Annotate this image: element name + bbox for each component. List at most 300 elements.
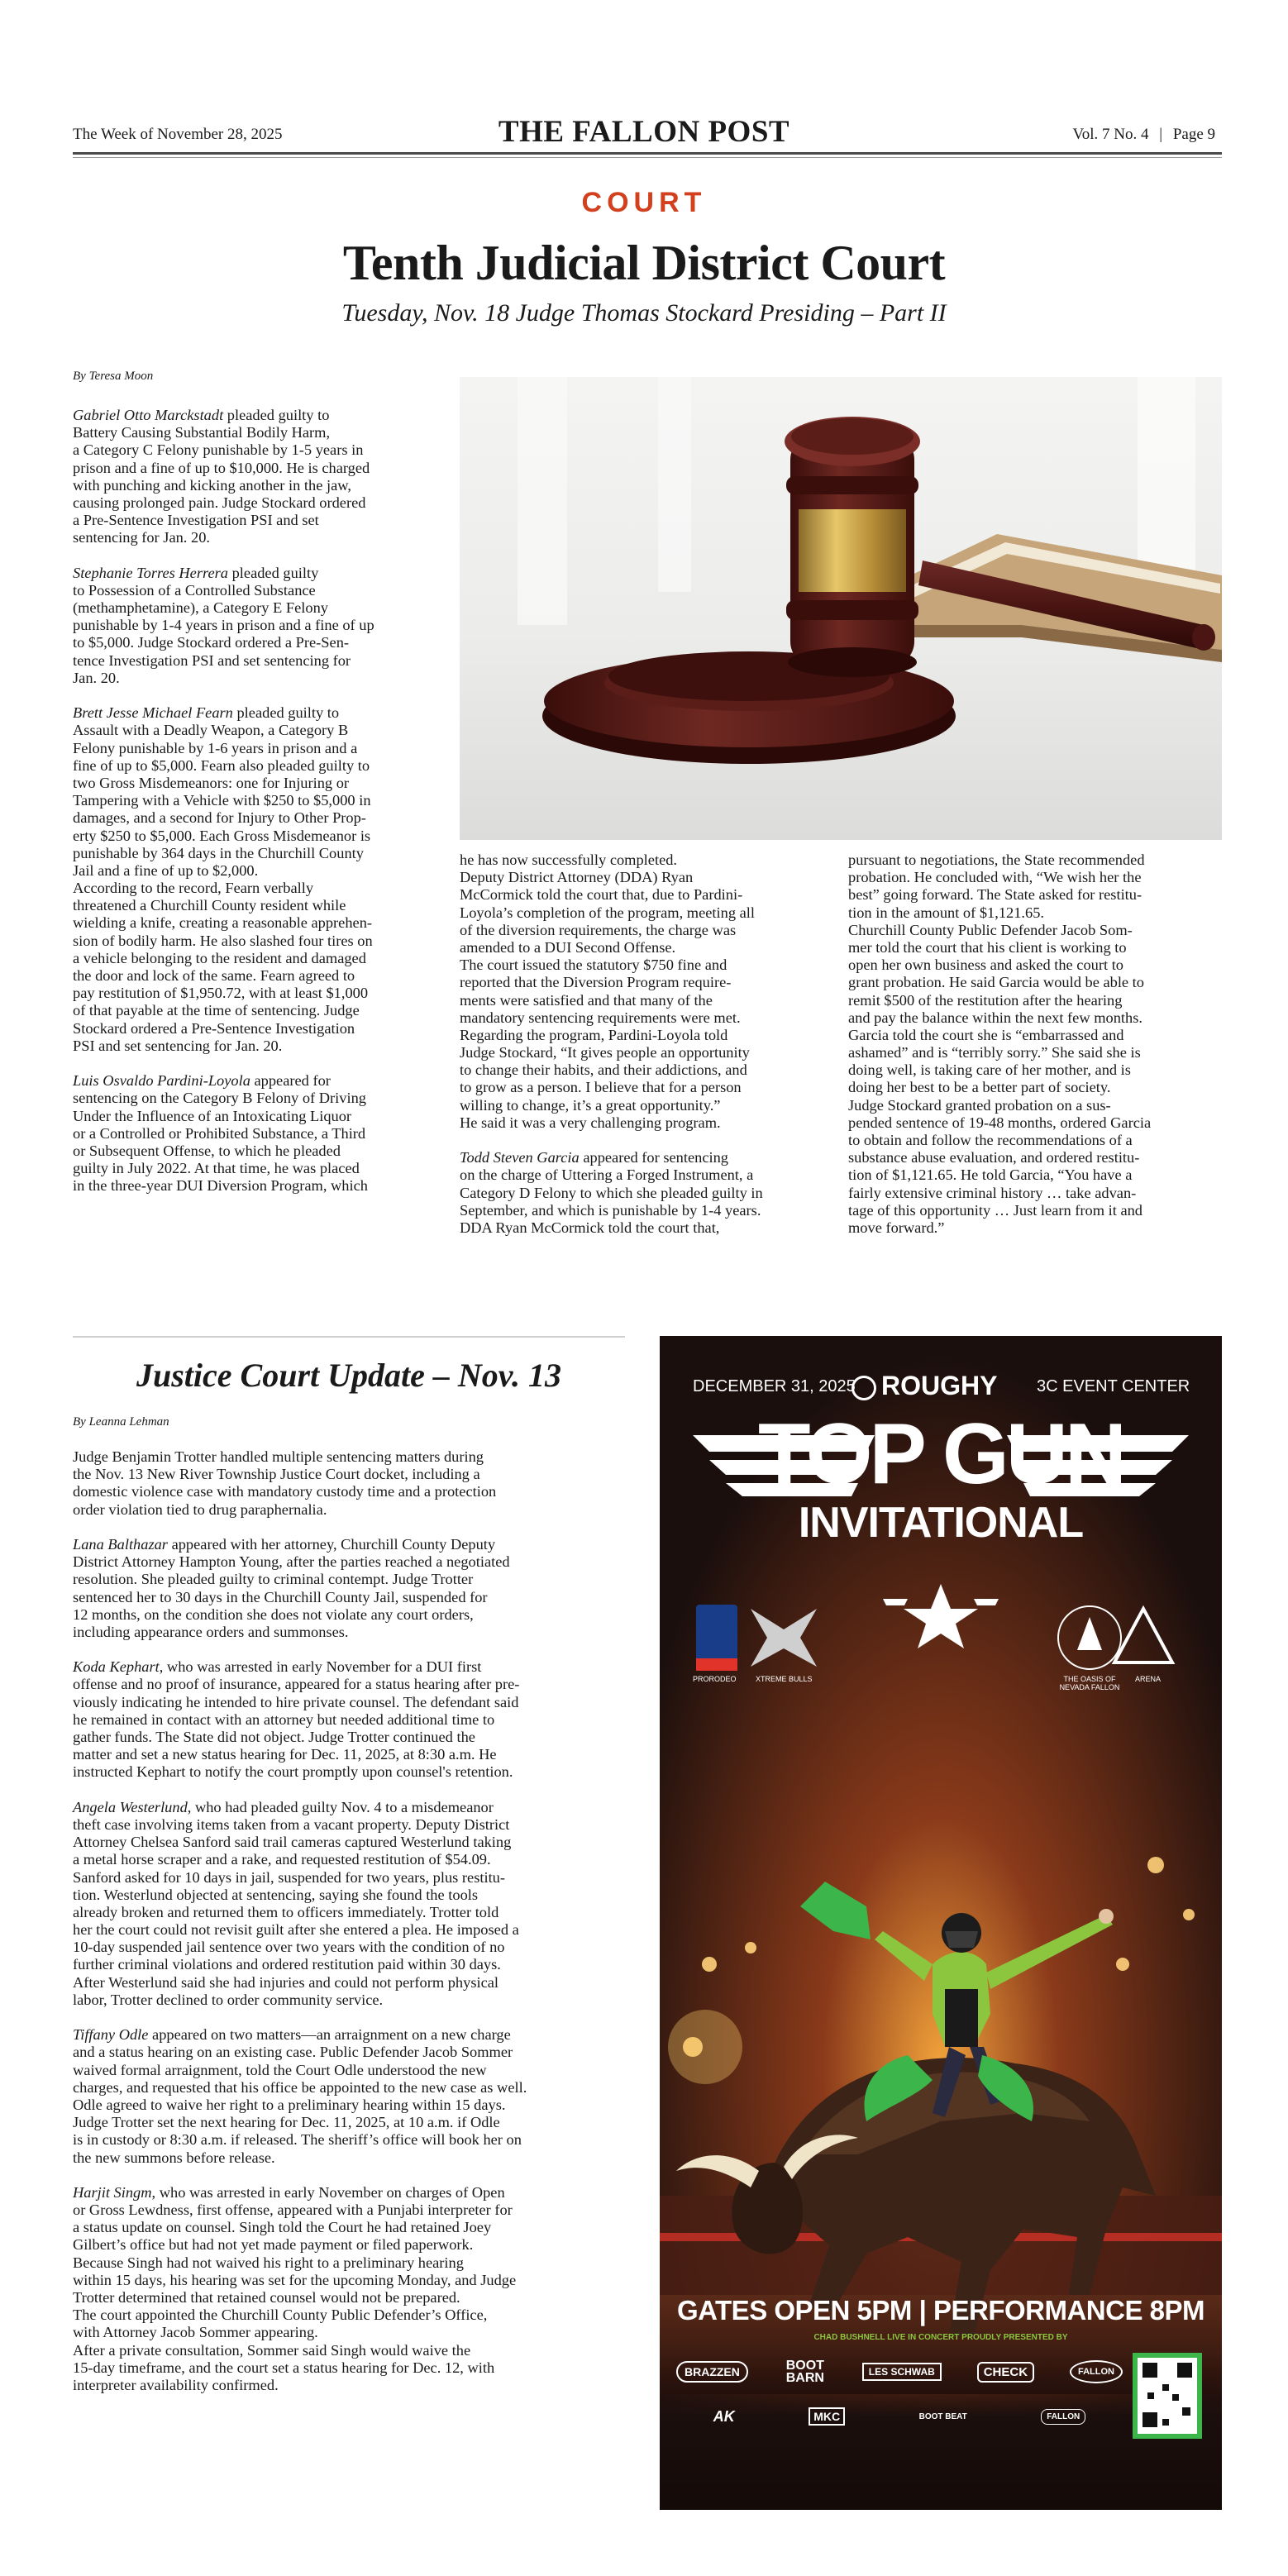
text-line xyxy=(73,2272,625,2289)
text-run: Jan. 20. xyxy=(73,669,120,686)
text-run: gather funds. The State did not object. Judge Trotter continued the xyxy=(73,1729,475,1745)
text-run: to grow as a person. I believe that for a person xyxy=(460,1079,742,1096)
text-run: or Gross Lewdness, first offense, appeared with a Punjabi interpreter for xyxy=(73,2202,513,2219)
defendant-name: Angela Westerlund xyxy=(73,1798,188,1815)
rodeo-advertisement[interactable] xyxy=(660,1336,1222,2510)
text-run: reported that the Diversion Program require- xyxy=(460,974,732,991)
text-line xyxy=(73,828,443,845)
text-run: Odle agreed to waive her right to a preliminary hearing within 15 days. xyxy=(73,2096,506,2113)
text-run: ments were satisfied and that many of the xyxy=(460,991,713,1009)
text-line xyxy=(73,757,443,775)
text-run: her the court could not revisit guilt after she entered a plea. He imposed a xyxy=(73,1921,519,1939)
text-run: the Nov. 13 New River Township Justice Court docket, including a xyxy=(73,1466,480,1483)
text-run: Under the Influence of an Intoxicating Liquor xyxy=(73,1107,352,1124)
text-run: Judge Trotter set the next hearing for Dec. 11, 2025, at 10 a.m. if Odle xyxy=(73,2114,500,2131)
defendant-name: Koda Kephart xyxy=(73,1658,160,1676)
text-run: Felony punishable by 1-6 years in prison and a xyxy=(73,739,358,756)
paragraph-gap xyxy=(73,2167,625,2184)
text-line xyxy=(848,904,1222,922)
text-run: erty $250 to $5,000. Each Gross Misdemeanor is xyxy=(73,827,371,844)
text-run: substance abuse evaluation, and ordered restitu- xyxy=(848,1149,1140,1166)
text-line xyxy=(460,852,832,869)
text-line xyxy=(73,1834,625,1851)
text-line xyxy=(73,1571,625,1588)
text-line xyxy=(460,992,832,1009)
text-line xyxy=(848,869,1222,886)
text-run: to obtain and follow the recommendations of a xyxy=(848,1132,1133,1148)
text-line xyxy=(73,1143,443,1160)
text-line xyxy=(73,407,443,424)
text-line xyxy=(73,565,443,582)
text-line xyxy=(460,1061,832,1079)
text-run: best” going forward. The State asked for restitu- xyxy=(848,886,1143,904)
text-run: Judge Stockard granted probation on a sus- xyxy=(848,1096,1111,1114)
text-run: a Pre-Sentence Investigation PSI and set xyxy=(73,512,319,529)
masthead-rule xyxy=(73,152,1222,155)
text-run: doing well, is taking care of her mother, and is xyxy=(848,1061,1131,1079)
paragraph-gap xyxy=(73,687,443,704)
text-line xyxy=(848,1027,1222,1044)
ad-gates-time: GATES OPEN 5PM | PERFORMANCE 8PM xyxy=(676,2295,1205,2326)
text-line xyxy=(73,1483,625,1500)
text-line xyxy=(848,1219,1222,1237)
text-run: appeared for sentencing xyxy=(579,1149,728,1166)
gavel-photo xyxy=(460,377,1222,840)
paragraph-gap xyxy=(73,1055,443,1072)
text-line xyxy=(460,1044,832,1061)
text-line xyxy=(73,2306,625,2324)
volume-number: Vol. 7 No. 4 xyxy=(1072,126,1149,143)
text-run: the new summons before release. xyxy=(73,2149,275,2166)
text-line xyxy=(73,1606,625,1624)
text-run: mer told the court that his client is working to xyxy=(848,938,1127,956)
text-line xyxy=(460,1202,832,1219)
text-line xyxy=(73,1536,625,1553)
text-line xyxy=(73,582,443,599)
text-run: appeared on two matters—an arraignment on a new charge xyxy=(148,2026,511,2044)
text-line xyxy=(848,1097,1222,1114)
text-run: appeared with her attorney, Churchill County Deputy xyxy=(167,1535,496,1553)
text-run: fairly extensive criminal history … take advan- xyxy=(848,1184,1137,1201)
text-line xyxy=(73,1072,443,1090)
roughy-logo-icon xyxy=(852,1376,876,1400)
text-run: Trotter determined that retained counsel would not be prepared. xyxy=(73,2289,460,2306)
text-line xyxy=(848,1044,1222,1061)
text-run: further criminal violations and ordered restitution paid within 30 days. xyxy=(73,1956,501,1973)
text-line xyxy=(73,845,443,862)
text-line xyxy=(73,1869,625,1887)
text-run: he remained in contact with an attorney but needed additional time to xyxy=(73,1710,495,1728)
text-line xyxy=(73,985,443,1002)
text-run: wielding a knife, creating a reasonable apprehen- xyxy=(73,914,373,932)
ad-title-top: TOP GUN xyxy=(757,1406,1124,1502)
text-run: guilty in July 2022. At that time, he was placed xyxy=(73,1160,360,1177)
logo-arena: ARENA xyxy=(1135,1675,1162,1683)
ad-venue: 3C EVENT CENTER xyxy=(1037,1377,1190,1395)
text-run: willing to change, it’s a great opportunity.” xyxy=(460,1096,721,1114)
text-run: already broken and returned them to officers immediately. Trotter told xyxy=(73,1903,499,1920)
text-run: Judge Benjamin Trotter handled multiple sentencing matters during xyxy=(73,1448,484,1465)
text-run: viously indicating he intended to hire private counsel. The defendant said xyxy=(73,1693,519,1710)
text-line xyxy=(73,1746,625,1763)
text-run: After Westerlund said she had injuries and could not perform physical xyxy=(73,1973,499,1991)
text-line xyxy=(73,1992,625,2009)
text-line xyxy=(73,1624,625,1641)
text-run: amended to a DUI Second Offense. xyxy=(460,938,676,956)
text-line xyxy=(73,460,443,477)
text-run: The court appointed the Churchill County Public Defender’s Office, xyxy=(73,2306,488,2324)
paragraph-gap xyxy=(73,547,443,565)
text-line xyxy=(73,722,443,739)
text-run: probation. He concluded with, “We wish her the xyxy=(848,869,1142,886)
text-run: doing her best to be a better part of society. xyxy=(848,1079,1111,1096)
text-line xyxy=(73,2097,625,2114)
text-line xyxy=(460,922,832,939)
text-run: Regarding the program, Pardini-Loyola told xyxy=(460,1026,728,1043)
text-run: two Gross Misdemeanors: one for Injuring or xyxy=(73,774,350,791)
text-run: domestic violence case with mandatory custody time and a protection xyxy=(73,1483,497,1500)
text-run: Deputy District Attorney (DDA) Ryan xyxy=(460,869,694,886)
district-column-3 xyxy=(848,852,1222,1237)
text-run: the door and lock of the same. Fearn agreed to xyxy=(73,967,355,984)
newspaper-title: THE FALLON POST xyxy=(498,115,790,149)
text-run: pleaded guilty xyxy=(228,564,319,581)
text-line xyxy=(73,424,443,441)
text-run: sentenced her to 30 days in the Churchill County Jail, suspended for xyxy=(73,1588,488,1605)
text-line xyxy=(73,809,443,827)
text-run: Churchill County Public Defender Jacob Som- xyxy=(848,921,1133,938)
page-number: Page 9 xyxy=(1172,126,1215,143)
justice-court-body xyxy=(73,1448,625,2394)
text-run: Tampering with a Vehicle with $250 to $5,000 in xyxy=(73,792,371,809)
text-line xyxy=(460,1149,832,1166)
text-line xyxy=(73,1160,443,1177)
paragraph-gap xyxy=(460,1132,832,1149)
text-line xyxy=(848,939,1222,956)
ad-event-date: DECEMBER 31, 2025 xyxy=(693,1377,856,1395)
text-line xyxy=(848,1202,1222,1219)
text-run: offense and no proof of insurance, appeared for a status hearing after pre- xyxy=(73,1676,520,1693)
text-run: damages, and a second for Injury to Other Prop- xyxy=(73,809,366,827)
text-run: in the three-year DUI Diversion Program, which xyxy=(73,1177,368,1195)
logo-fallon-oasis: THE OASIS OF NEVADA FALLON xyxy=(1059,1675,1120,1691)
text-line xyxy=(460,956,832,974)
text-line xyxy=(73,1002,443,1019)
text-line xyxy=(460,1114,832,1132)
text-line xyxy=(73,652,443,670)
text-run: prison and a fine of up to $10,000. He is charged xyxy=(73,459,370,476)
text-run: and pay the balance within the next few months. xyxy=(848,1009,1143,1026)
text-run: sentencing for Jan. 20. xyxy=(73,529,210,546)
defendant-name: Luis Osvaldo Pardini-Loyola xyxy=(73,1072,250,1090)
text-line xyxy=(73,1020,443,1038)
district-column-2 xyxy=(460,852,832,1237)
sponsor-fallon-2: FALLON xyxy=(1041,2409,1085,2425)
sponsor-mkc: MKC xyxy=(809,2407,845,2426)
text-run: and a status hearing on an existing case. Public Defender Jacob Sommer xyxy=(73,2044,513,2061)
text-run: matter and set a new status hearing for Dec. 11, 2025, at 8:30 a.m. He xyxy=(73,1746,497,1763)
text-line xyxy=(73,1090,443,1107)
text-line xyxy=(460,1219,832,1237)
text-line xyxy=(73,1589,625,1606)
text-run: punishable by 1-4 years in prison and a fine of up xyxy=(73,617,374,634)
paragraph-gap xyxy=(73,2009,625,2026)
text-line xyxy=(73,1501,625,1519)
text-run: threatened a Churchill County resident while xyxy=(73,897,346,914)
text-run: tion of $1,121.65. He told Garcia, “You have a xyxy=(848,1166,1133,1184)
separator: | xyxy=(1159,126,1163,143)
text-run: appeared for xyxy=(250,1072,331,1090)
text-line xyxy=(73,1799,625,1816)
sponsor-row-1 xyxy=(676,2359,1123,2384)
text-run: open her own business and asked the court to xyxy=(848,956,1123,974)
text-line xyxy=(73,2219,625,2236)
text-line xyxy=(73,967,443,985)
text-line xyxy=(73,1448,625,1466)
text-line xyxy=(460,1079,832,1096)
text-line xyxy=(73,1816,625,1834)
paragraph-gap xyxy=(73,1782,625,1799)
text-run: a status update on counsel. Singh told the Court he had retained Joey xyxy=(73,2219,492,2236)
text-run: , who had pleaded guilty Nov. 4 to a misdemeanor xyxy=(187,1798,494,1815)
text-run: tage of this opportunity … Just learn from it and xyxy=(848,1201,1143,1219)
text-run: within 15 days, his hearing was set for the upcoming Monday, and Judge xyxy=(73,2271,517,2288)
text-line xyxy=(73,1108,443,1125)
logo-prorodeo: PRORODEO xyxy=(693,1675,737,1683)
text-line xyxy=(73,1904,625,1921)
text-line xyxy=(73,2149,625,2167)
text-line xyxy=(848,886,1222,904)
gavel-icon xyxy=(460,377,1222,840)
text-line xyxy=(73,1177,443,1195)
text-run: Assault with a Deadly Weapon, a Category B xyxy=(73,722,349,739)
text-run: PSI and set sentencing for Jan. 20. xyxy=(73,1037,283,1054)
text-line xyxy=(848,1132,1222,1149)
text-run: Garcia told the court she is “embarrassed and xyxy=(848,1026,1124,1043)
text-line xyxy=(848,956,1222,974)
text-line xyxy=(460,904,832,922)
text-run: Gilbert’s office but had not yet made payment or filed paperwork. xyxy=(73,2236,474,2254)
text-line xyxy=(73,1763,625,1781)
ad-brand xyxy=(852,1371,997,1401)
text-run: Stockard ordered a Pre-Sentence Investigation xyxy=(73,1019,355,1037)
text-run: instructed Kephart to notify the court promptly upon counsel's retention. xyxy=(73,1763,513,1781)
text-line xyxy=(73,2044,625,2061)
text-line xyxy=(73,2079,625,2097)
text-line xyxy=(73,914,443,932)
text-line xyxy=(73,2377,625,2394)
text-line xyxy=(73,704,443,722)
text-line xyxy=(460,1097,832,1114)
defendant-name: Tiffany Odle xyxy=(73,2026,149,2044)
text-run: Judge Stockard, “It gives people an opportunity xyxy=(460,1044,750,1061)
text-run: pursuant to negotiations, the State recommended xyxy=(848,852,1145,868)
text-line xyxy=(848,1149,1222,1166)
text-line xyxy=(848,922,1222,939)
sponsor-boot-barn: BOOT BARN xyxy=(785,2359,824,2385)
text-run: on the charge of Uttering a Forged Instrument, a xyxy=(460,1166,754,1184)
text-line xyxy=(73,494,443,512)
text-run: tence Investigation PSI and set sentencing for xyxy=(73,651,351,669)
text-run: , who was arrested in early November on charges of Open xyxy=(151,2183,505,2201)
masthead-rule-thin xyxy=(73,157,1222,158)
text-run: pended sentence of 19-48 months, ordered Garcia xyxy=(848,1114,1152,1131)
text-line xyxy=(73,2114,625,2131)
text-line xyxy=(460,1009,832,1027)
text-line xyxy=(460,1166,832,1184)
sponsor-les-schwab: LES SCHWAB xyxy=(862,2363,942,2381)
text-run: September, and which is punishable by 1-4 years. xyxy=(460,1201,761,1219)
district-column-1 xyxy=(73,407,443,1195)
text-line xyxy=(73,634,443,651)
qr-code-icon[interactable] xyxy=(1133,2353,1202,2439)
text-run: a Category C Felony punishable by 1-5 years in xyxy=(73,441,364,459)
text-line xyxy=(73,1038,443,1055)
text-line xyxy=(73,1553,625,1571)
sponsor-brazzen: BRAZZEN xyxy=(676,2361,748,2383)
text-run: Category D Felony to which she pleaded guilty in xyxy=(460,1184,763,1201)
text-run: a vehicle belonging to the resident and damaged xyxy=(73,949,366,966)
paragraph-gap xyxy=(73,1519,625,1536)
text-run: is in custody or 8:30 a.m. if released. The sheriff’s office will book her on xyxy=(73,2131,522,2149)
text-run: Sanford asked for 10 days in jail, suspended for two years, plus restitu- xyxy=(73,1868,506,1886)
text-line xyxy=(73,2202,625,2219)
text-line xyxy=(73,2236,625,2254)
text-run: including appearance orders and summonses. xyxy=(73,1623,349,1640)
text-run: remit $500 of the restitution after the hearing xyxy=(848,991,1123,1009)
text-line xyxy=(73,2324,625,2341)
text-line xyxy=(73,2062,625,2079)
text-line xyxy=(460,869,832,886)
text-line xyxy=(73,2131,625,2149)
text-line xyxy=(73,2254,625,2272)
text-run: The court issued the statutory $750 fine and xyxy=(460,956,727,974)
text-line xyxy=(848,1185,1222,1202)
text-run: a metal horse scraper and a rake, and requested restitution of $54.09. xyxy=(73,1851,491,1868)
text-line xyxy=(460,974,832,991)
text-run: grant probation. He said Garcia would be able to xyxy=(848,974,1144,991)
issue-info xyxy=(1072,126,1215,144)
text-line xyxy=(848,992,1222,1009)
text-run: 10-day suspended jail sentence over two years with the condition of no xyxy=(73,1939,505,1956)
text-line xyxy=(73,775,443,792)
text-run: fine of up to $5,000. Fearn also pleaded guilty to xyxy=(73,756,370,774)
text-run: with punching and kicking another in the jaw, xyxy=(73,476,351,494)
article-headline: Tenth Judicial District Court xyxy=(342,236,946,290)
text-run: (methamphetamine), a Category E Felony xyxy=(73,599,328,617)
sponsor-ak: AK xyxy=(713,2407,735,2425)
text-run: Loyola’s completion of the program, meeting all xyxy=(460,904,755,921)
text-run: with Attorney Jacob Sommer appearing. xyxy=(73,2324,318,2341)
sponsor-row-2 xyxy=(676,2407,1123,2426)
text-run: 12 months, on the condition she does not violate any court orders, xyxy=(73,1605,474,1623)
text-line xyxy=(460,939,832,956)
text-line xyxy=(848,1114,1222,1132)
sponsor-fallon: FALLON xyxy=(1070,2360,1123,2383)
text-line xyxy=(73,599,443,617)
text-run: interpreter availability confirmed. xyxy=(73,2376,279,2393)
text-line xyxy=(73,1711,625,1729)
ad-concert-line: CHAD BUSHNELL LIVE IN CONCERT PROUDLY PRESENTED BY xyxy=(813,2333,1068,2342)
text-run: or Subsequent Offense, to which he pleaded xyxy=(73,1142,341,1159)
text-line xyxy=(73,1658,625,1676)
text-line xyxy=(73,880,443,897)
text-line xyxy=(848,974,1222,991)
text-run: District Attorney Hampton Young, after the parties reached a negotiated xyxy=(73,1553,510,1571)
text-line xyxy=(73,512,443,529)
text-line xyxy=(73,897,443,914)
section-label: COURT xyxy=(581,187,707,218)
text-run: he has now successfully completed. xyxy=(460,852,678,868)
text-run: tion in the amount of $1,121.65. xyxy=(848,904,1045,921)
text-run: tion. Westerlund objected at sentencing, saying she found the tools xyxy=(73,1886,479,1903)
text-line xyxy=(73,1676,625,1693)
text-run: McCormick told the court that, due to Pardini- xyxy=(460,886,743,904)
text-run: to Possession of a Controlled Substance xyxy=(73,581,316,599)
text-run: causing prolonged pain. Judge Stockard ordered xyxy=(73,494,366,511)
text-run: , who was arrested in early November for a DUI first xyxy=(159,1658,482,1676)
defendant-name: Lana Balthazar xyxy=(73,1535,168,1553)
text-run: After a private consultation, Sommer said Singh would waive the xyxy=(73,2341,471,2359)
text-line xyxy=(73,1956,625,1973)
text-run: pay restitution of $1,950.72, with at least $1,000 xyxy=(73,985,369,1002)
text-line xyxy=(73,2184,625,2202)
text-run: sentencing on the Category B Felony of Driving xyxy=(73,1090,366,1107)
text-line xyxy=(73,1694,625,1711)
text-run: pleaded guilty to xyxy=(232,704,340,722)
text-line xyxy=(73,441,443,459)
defendant-name: Brett Jesse Michael Fearn xyxy=(73,704,233,722)
text-run: Battery Causing Substantial Bodily Harm, xyxy=(73,424,331,441)
text-run: to change their habits, and their addictions, and xyxy=(460,1061,747,1079)
text-run: theft case involving items taken from a vacant property. Deputy District xyxy=(73,1815,510,1833)
text-line xyxy=(73,1466,625,1483)
text-run: mandatory sentencing requirements were met. xyxy=(460,1009,741,1026)
text-run: Jail and a fine of up to $2,000. xyxy=(73,861,259,879)
text-run: order violation tied to drug paraphernalia. xyxy=(73,1500,327,1518)
text-run: He said it was a very challenging program. xyxy=(460,1114,721,1131)
text-line xyxy=(73,933,443,950)
text-line xyxy=(460,1027,832,1044)
defendant-name: Gabriel Otto Marckstadt xyxy=(73,407,224,423)
logo-xtreme-bulls: XTREME BULLS xyxy=(756,1675,813,1683)
defendant-name: Harjit Singm xyxy=(73,2183,152,2201)
justice-byline: By Leanna Lehman xyxy=(73,1415,169,1429)
defendant-name: Todd Steven Garcia xyxy=(460,1149,580,1166)
defendant-name: Stephanie Torres Herrera xyxy=(73,564,228,581)
text-line xyxy=(460,1185,832,1202)
text-line xyxy=(73,950,443,967)
issue-date: The Week of November 28, 2025 xyxy=(73,126,283,143)
ad-title-bottom: INVITATIONAL xyxy=(798,1499,1084,1547)
text-line xyxy=(73,670,443,687)
article-byline: By Teresa Moon xyxy=(73,370,154,383)
text-line xyxy=(848,1061,1222,1079)
text-run: punishable by 364 days in the Churchill County xyxy=(73,844,364,861)
text-line xyxy=(73,617,443,634)
article-deck: Tuesday, Nov. 18 Judge Thomas Stockard Presiding – Part II xyxy=(341,299,947,327)
text-line xyxy=(73,2289,625,2306)
text-run: Attorney Chelsea Sanford said trail cameras captured Westerlund taking xyxy=(73,1834,512,1851)
text-line xyxy=(73,2342,625,2359)
sponsor-check: CHECK xyxy=(977,2362,1034,2383)
text-run: to $5,000. Judge Stockard ordered a Pre-Sen- xyxy=(73,634,350,651)
text-line xyxy=(73,862,443,880)
text-run: 15-day timeframe, and the court set a status hearing for Dec. 12, with xyxy=(73,2359,495,2376)
text-run: labor, Trotter declined to order community service. xyxy=(73,1991,384,2008)
text-line xyxy=(460,886,832,904)
text-line xyxy=(73,477,443,494)
